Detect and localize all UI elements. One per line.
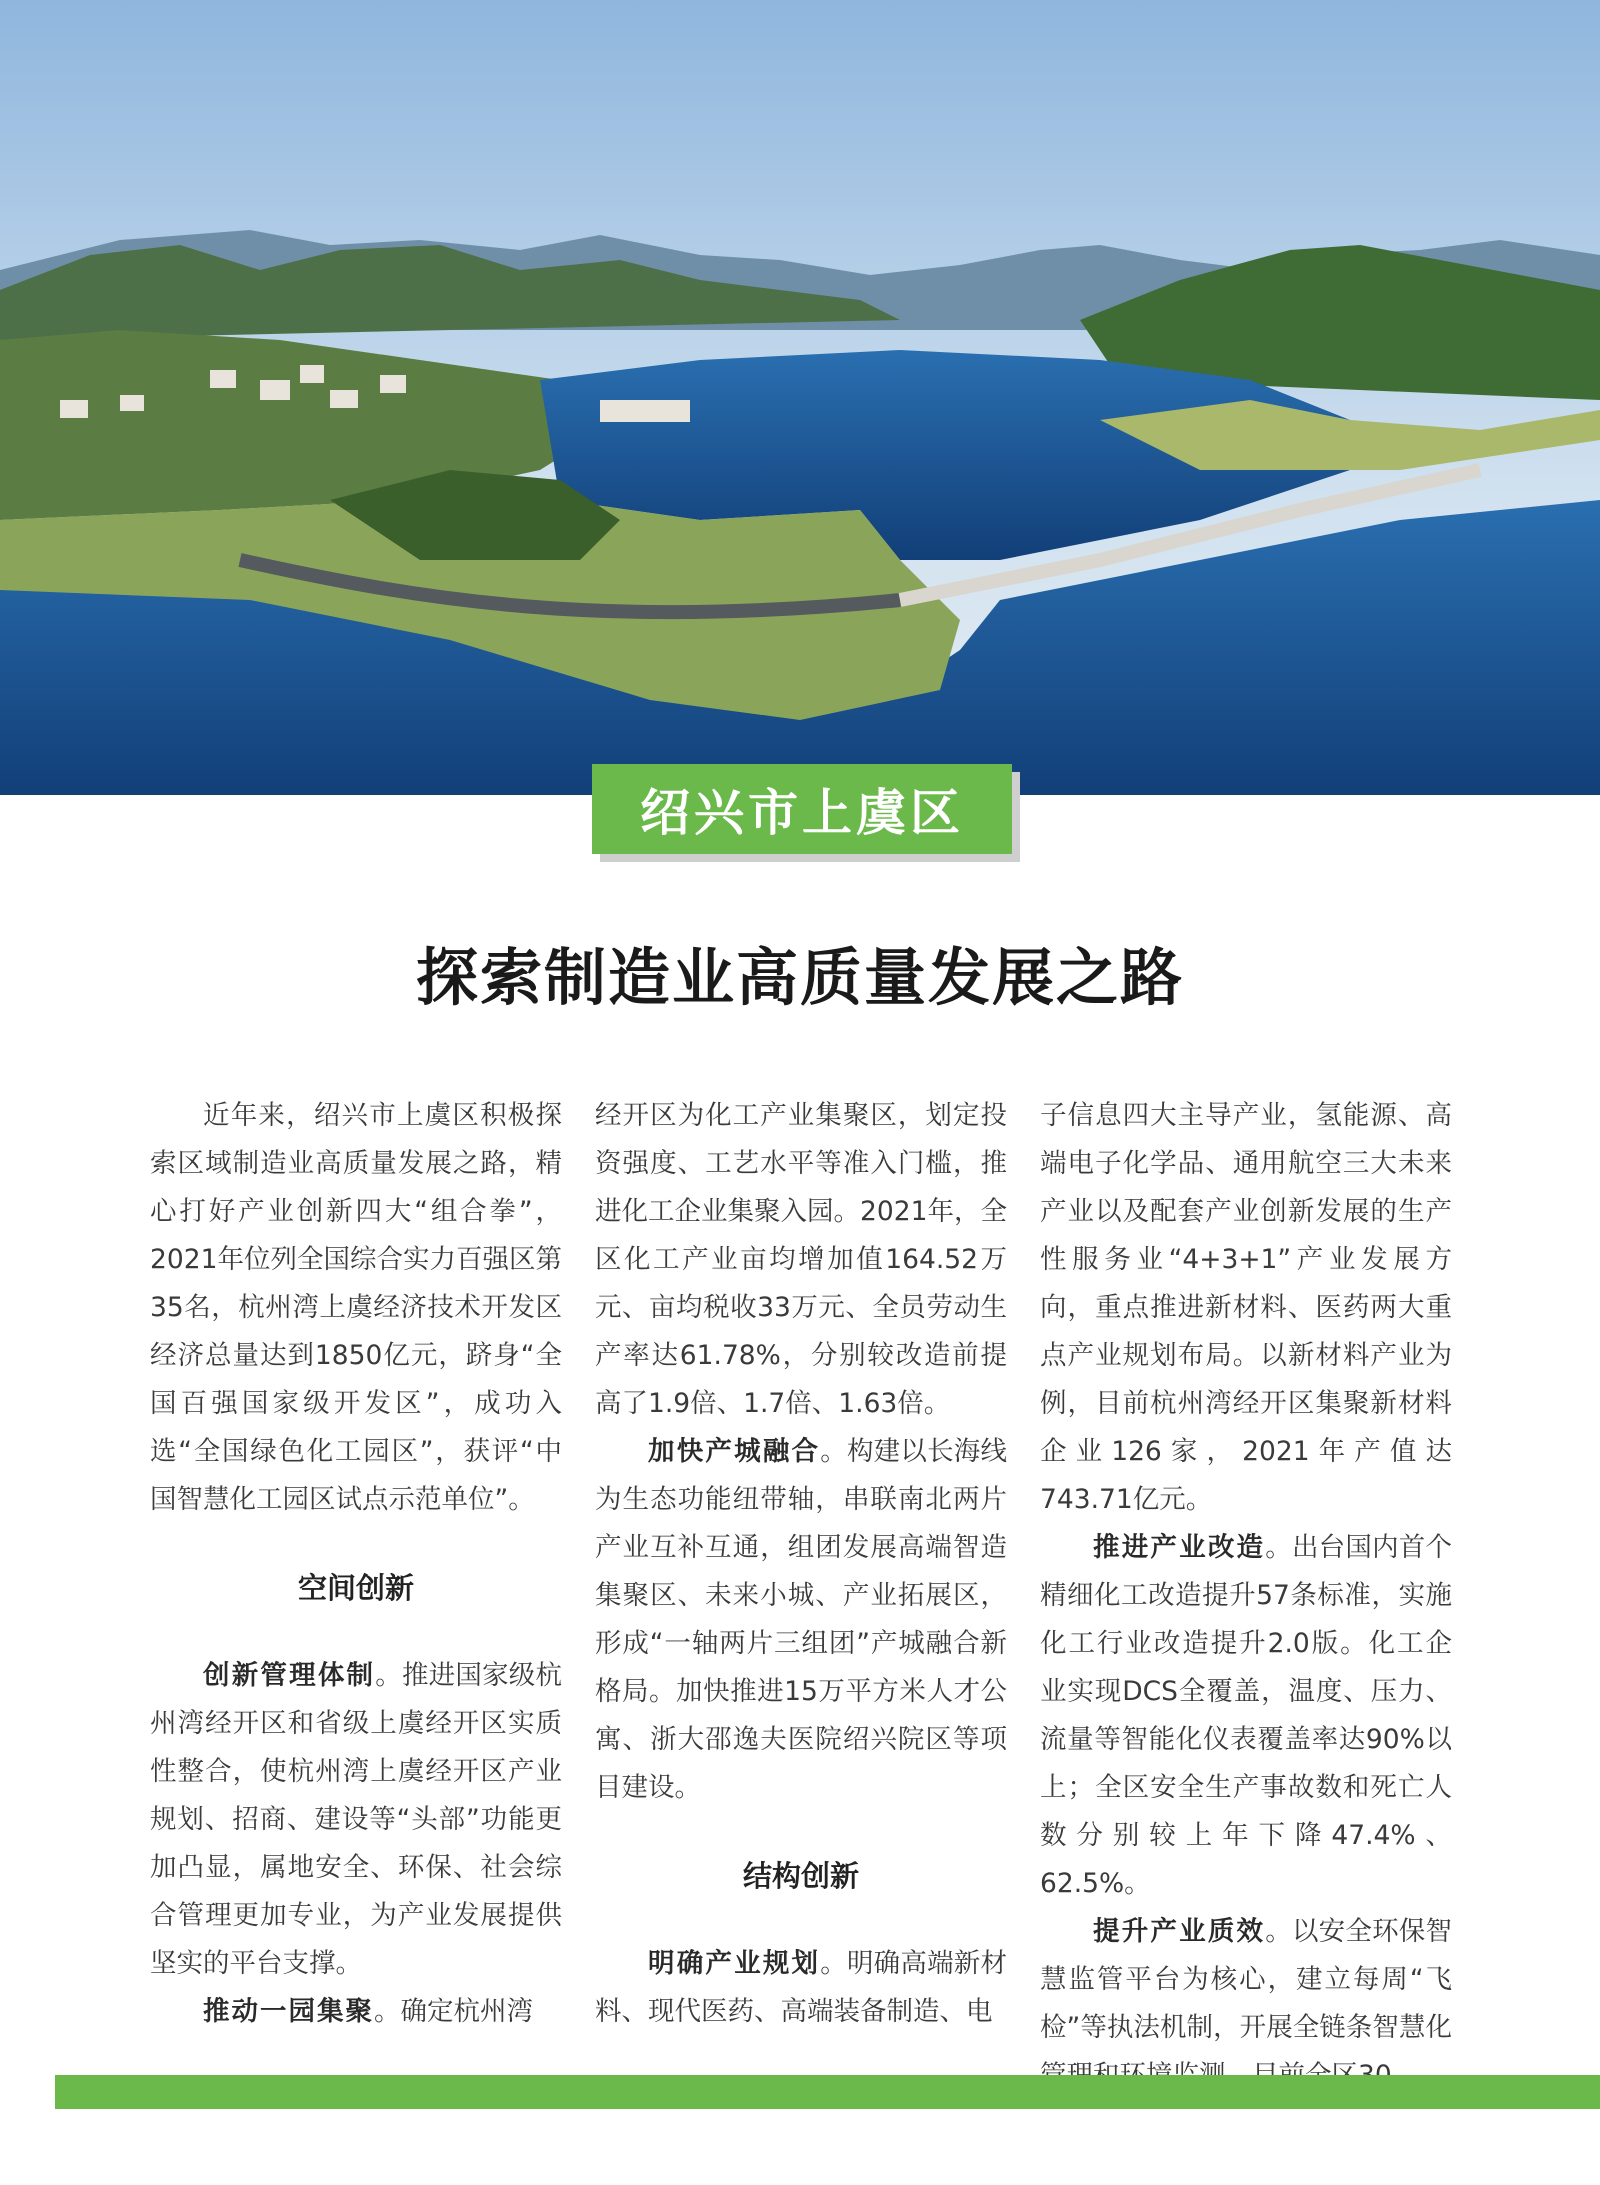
paragraph [150,1988,562,2036]
paragraph [595,1428,1007,1812]
paragraph-body: 。推进国家级杭州湾经开区和省级上虞经开区实质性整合，使杭州湾上虞经开区产业规划、招商、建设等“头部”功能更加凸显，属地安全、环保、社会综合管理更加专业，为产业发展提供坚实的平台支撑。 [150,1660,562,1979]
paragraph-body: 。明确高端新材料、现代医药、高端装备制造、电 [595,1948,1007,2027]
paragraph-body: 。确定杭州湾 [374,1996,533,2027]
paragraph: 经开区为化工产业集聚区，划定投资强度、工艺水平等准入门槛，推进化工企业集聚入园。2021年，全区化工产业亩均增加值164.52万元、亩均税收33万元、全员劳动生产率达61.78%，分别较改造前提高了1.9倍、1.7倍、1.63倍。 [595,1100,1007,1419]
article-column-3 [1040,1092,1452,2100]
paragraph-lead: 加快产城融合 [648,1436,821,1467]
paragraph-body: 。以安全环保智慧监管平台为核心，建立每周“飞检”等执法机制，开展全链条智慧化 [1040,1916,1452,2043]
section-heading-space: 空间创新 [297,1571,414,1605]
section-heading-structure: 结构创新 [742,1859,859,1893]
landscape-photo-icon [0,0,1600,795]
paragraph-body: 。构建以长海线为生态功能纽带轴，串联南北两片产业互补互通，组团发展高端智造集聚区、未来小城、产业拓展区，形成“一轴两片三组团”产城融合新格局。加快推进15万平方米人才公寓、浙大邵逸夫医院绍兴院区等项目建设。 [595,1436,1007,1803]
paragraph-lead: 明确产业规划 [648,1948,821,1979]
paragraph [595,1940,1007,2036]
article-column-1 [150,1092,562,2036]
paragraph-lead: 创新管理体制 [203,1660,376,1691]
article-headline: 探索制造业高质量发展之路 [415,941,1184,1014]
article-column-2 [595,1092,1007,2036]
paragraph-lead: 推动一园集聚 [203,1996,374,2027]
paragraph-body: 。出台国内首个精细化工改造提升57条标准，实施化工行业改造提升2.0版。化工企业实现DCS全覆盖，温度、压力、流量等智能化仪表覆盖率达90%以上；全区安全生产事故数和死亡人数分别较上年下降47.4%、62.5%。 [1040,1532,1452,1899]
paragraph: 近年来，绍兴市上虞区积极探索区域制造业高质量发展之路，精心打好产业创新四大“组合拳”，2021年位列全国综合实力百强区第35名，杭州湾上虞经济技术开发区经济总量达到1850亿元，跻身“全国百强国家级开发区”，成功入选“全国绿色化工园区”，获评“中国智慧化工园区试点示范单位”。 [150,1100,562,1515]
paragraph-lead: 推进产业改造 [1093,1532,1266,1563]
paragraph [1040,1908,1452,2100]
paragraph [150,1652,562,1988]
footer-green-bar [55,2075,1600,2109]
paragraph-lead: 提升产业质效 [1093,1916,1266,1947]
region-tag: 绍兴市上虞区 [592,764,1012,854]
paragraph: 子信息四大主导产业，氢能源、高端电子化学品、通用航空三大未来产业以及配套产业创新发展的生产性服务业“4+3+1”产业发展方向，重点推进新材料、医药两大重点产业规划布局。以新材料产业为例，目前杭州湾经开区集聚新材料企业126家，2021年产值达743.71亿元。 [1040,1100,1452,1515]
paragraph [1040,1524,1452,1908]
hero-landscape-photo [0,0,1600,795]
